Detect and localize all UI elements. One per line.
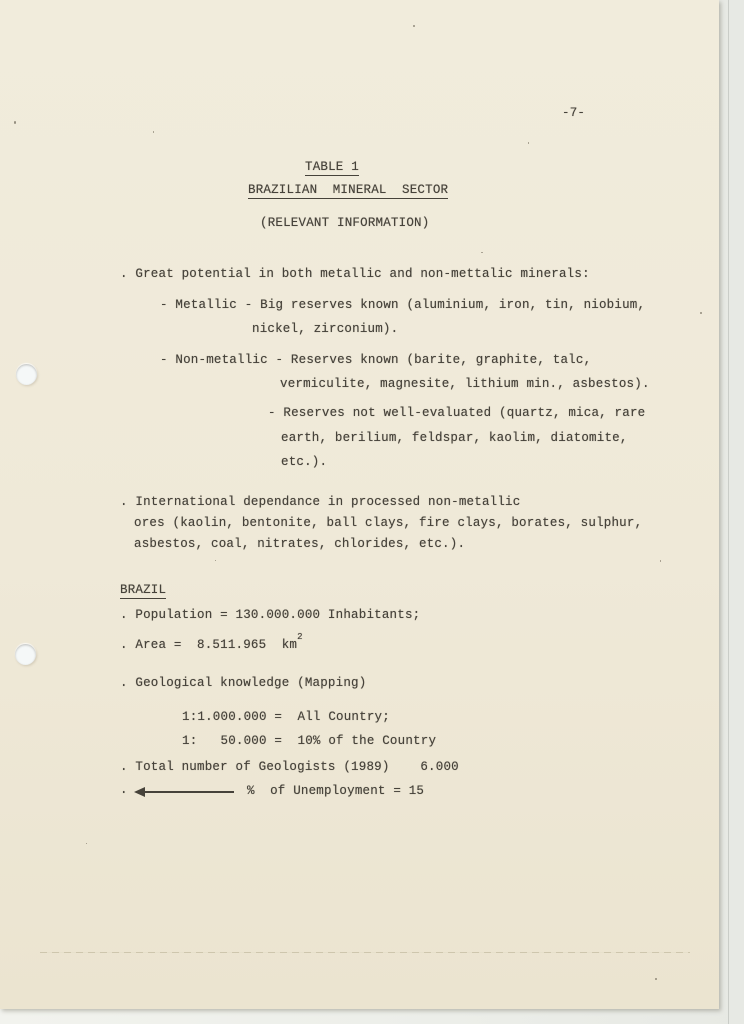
table-title-text: TABLE 1 [305,160,359,174]
document-subtitle: (RELEVANT INFORMATION) [260,216,430,230]
paper-speck [215,560,216,561]
mapping-line-1: 1:1.000.000 = All Country; [182,710,390,724]
unemployment-bullet: . [120,783,128,797]
geologists-line: . Total number of Geologists (1989) 6.000 [120,760,459,774]
metallic-line-1: - Metallic - Big reserves known (aluminium, iron, tin, niobium, [160,298,646,312]
paper-speck [14,121,16,124]
dependance-line-2: ores (kaolin, bentonite, ball clays, fire clays, borates, sulphur, [134,516,643,530]
punch-hole-bottom [15,644,36,665]
nonmetallic-line-2: vermiculite, magnesite, lithium min., asbestos). [280,377,650,391]
paper-speck [528,142,529,144]
brazil-heading [120,583,166,598]
dependance-line-3: asbestos, coal, nitrates, chlorides, etc.). [134,537,466,551]
geological-knowledge-line: . Geological knowledge (Mapping) [120,676,367,690]
area-text: . Area = 8.511.965 km [120,638,298,653]
metallic-line-2: nickel, zirconium). [252,322,399,336]
paper-speck [655,978,657,980]
document-heading-text: BRAZILIAN MINERAL SECTOR [248,183,449,197]
paper-speck [481,252,483,253]
left-arrow-icon [134,786,236,798]
area-line [120,634,303,653]
page-number: -7- [562,106,586,120]
paper-speck [153,131,154,133]
left-arrow-shaft [142,791,234,793]
potential-lead: . Great potential in both metallic and non-mettalic minerals: [120,267,590,281]
punch-hole-top [16,364,37,385]
paper-speck [413,25,415,27]
area-superscript: 2 [297,632,303,642]
paper-speck [660,560,661,562]
nonmetallic-line-1: - Non-metallic - Reserves known (barite, graphite, talc, [160,353,592,367]
paper-crease-line [40,952,690,953]
nonmetallic-line-4: earth, berilium, feldspar, kaolim, diatomite, [281,431,628,445]
mapping-line-2: 1: 50.000 = 10% of the Country [182,734,437,748]
table-title [305,160,359,175]
unemployment-text: % of Unemployment = 15 [247,784,425,798]
scanner-edge-line [728,0,729,1024]
dependance-line-1: . International dependance in processed non-metallic [120,495,521,509]
population-line: . Population = 130.000.000 Inhabitants; [120,608,421,622]
nonmetallic-line-5: etc.). [281,455,328,469]
nonmetallic-line-3: - Reserves not well-evaluated (quartz, mica, rare [268,406,646,420]
brazil-heading-text: BRAZIL [120,583,167,597]
paper-speck [700,312,702,314]
paper-speck [86,843,87,844]
document-heading [248,183,448,198]
